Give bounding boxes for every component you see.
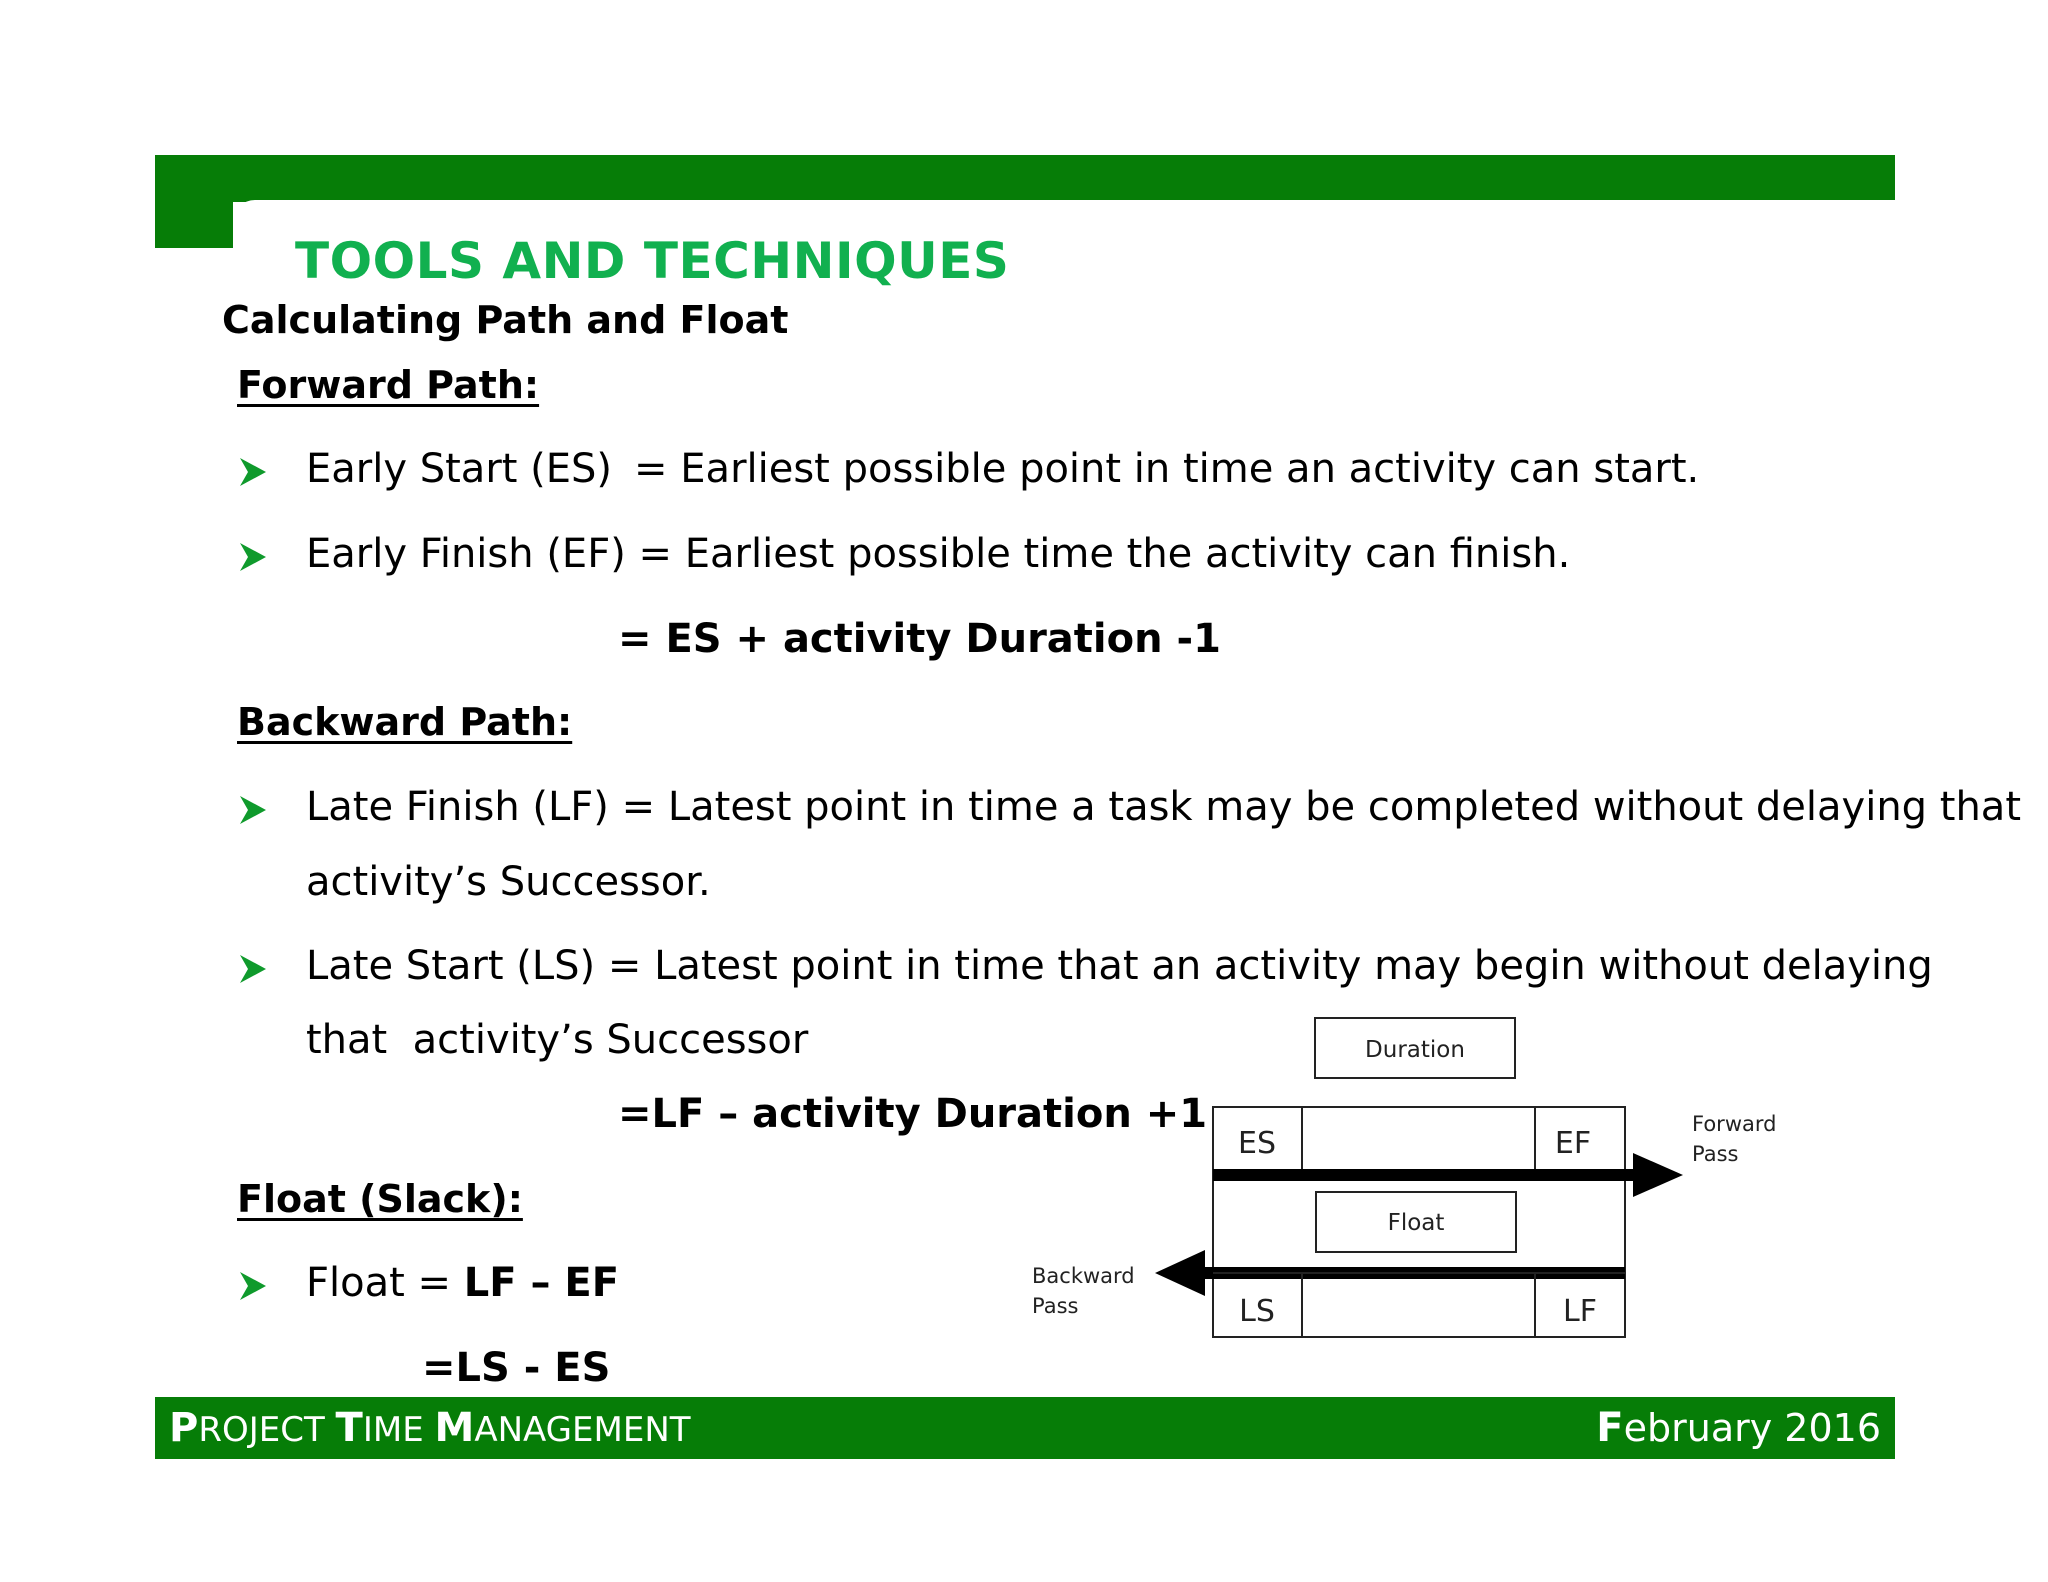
header-notch xyxy=(155,200,233,248)
es-line xyxy=(306,446,1699,492)
es-label: Early Start (ES) xyxy=(306,446,613,492)
forward-pass-label-1: Forward xyxy=(1692,1112,1777,1136)
backward-pass-label-1: Backward xyxy=(1032,1264,1135,1288)
footer-course-title: PROJECT TIME MANAGEMENT xyxy=(169,1405,691,1451)
float-line xyxy=(306,1260,619,1306)
es-cell-label: ES xyxy=(1238,1126,1276,1161)
float-diagram xyxy=(1020,1005,1820,1355)
footer-bar xyxy=(155,1397,1895,1459)
ef-line xyxy=(306,531,1570,577)
arrow-bullet-icon xyxy=(238,1269,268,1303)
ef-formula: = ES + activity Duration -1 xyxy=(618,616,1221,662)
backward-arrowhead-icon xyxy=(1155,1250,1205,1296)
ef-label: Early Finish (EF) xyxy=(306,531,626,577)
forward-path-heading: Forward Path: xyxy=(237,363,540,407)
arrow-bullet-icon xyxy=(238,793,268,827)
es-definition: = Earliest possible point in time an activity can start. xyxy=(634,446,1700,492)
ef-cell-label: EF xyxy=(1554,1126,1592,1161)
float-label: Float = xyxy=(306,1260,464,1306)
float-formula-1: LF – EF xyxy=(463,1260,620,1306)
slide-title: TOOLS AND TECHNIQUES xyxy=(295,232,1010,290)
backward-pass-label-2: Pass xyxy=(1032,1294,1079,1318)
lf-line-2: activity’s Successor. xyxy=(306,859,711,905)
ls-formula: =LF – activity Duration +1 xyxy=(618,1091,1208,1137)
float-heading: Float (Slack): xyxy=(237,1177,523,1221)
forward-pass-arrow xyxy=(1213,1169,1633,1181)
lf-cell-label: LF xyxy=(1563,1294,1597,1329)
arrow-bullet-icon xyxy=(238,455,268,489)
float-box-label: Float xyxy=(1387,1210,1445,1236)
forward-arrowhead-icon xyxy=(1633,1153,1683,1197)
lf-line-1: Late Finish (LF) = Latest point in time a task may be completed without delaying that xyxy=(306,784,2021,830)
footer-date: February 2016 xyxy=(1596,1405,1881,1451)
slide-subtitle: Calculating Path and Float xyxy=(222,298,789,342)
ls-line-1: Late Start (LS) = Latest point in time that an activity may begin without delaying xyxy=(306,943,1933,989)
ef-definition: = Earliest possible time the activity can finish. xyxy=(638,531,1571,577)
backward-path-heading: Backward Path: xyxy=(237,700,573,744)
forward-pass-label-2: Pass xyxy=(1692,1142,1739,1166)
arrow-bullet-icon xyxy=(238,540,268,574)
float-formula-2: =LS - ES xyxy=(422,1345,611,1391)
header-bar xyxy=(155,155,1895,202)
duration-label: Duration xyxy=(1365,1037,1465,1063)
ls-line-2: that activity’s Successor xyxy=(306,1017,809,1063)
arrow-bullet-icon xyxy=(238,952,268,986)
ls-cell-label: LS xyxy=(1239,1294,1275,1329)
